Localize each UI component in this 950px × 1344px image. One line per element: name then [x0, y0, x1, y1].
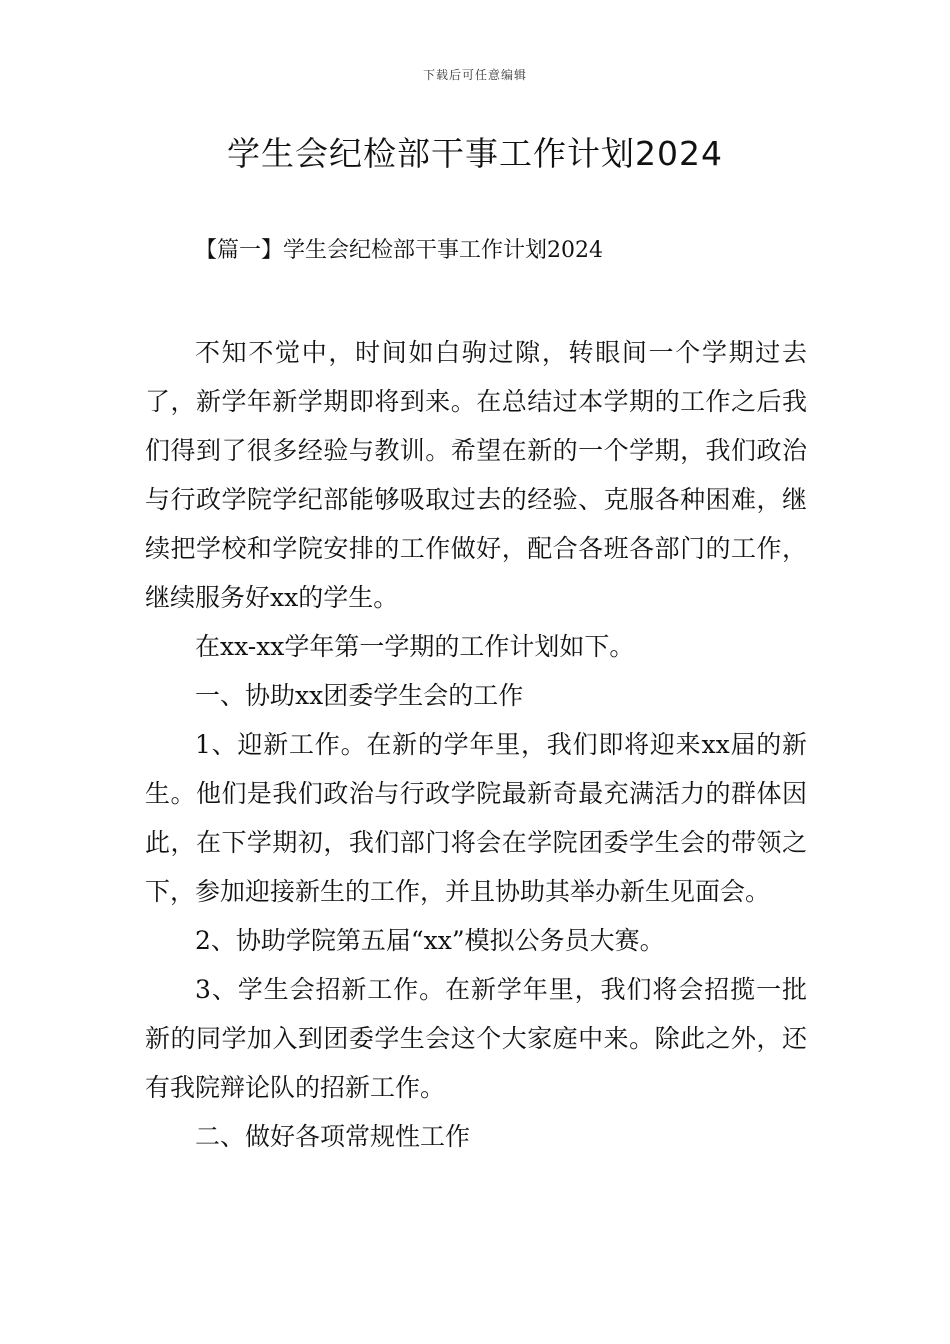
paragraph-intro: 不知不觉中，时间如白驹过隙，转眼间一个学期过去了，新学年新学期即将到来。在总结过本学期的工作之后我们得到了很多经验与教训。希望在新的一个学期，我们政治与行政学院学纪部能够吸取过去的经验、克服各种困难，继续把学校和学院安排的工作做好，配合各班各部门的工作，继续服务好xx的学生。: [145, 338, 807, 612]
header-note: 下载后可任意编辑: [422, 68, 527, 82]
paragraph-heading-one: 一、协助xx团委学生会的工作: [195, 681, 524, 710]
paragraph-item-3: 3、学生会招新工作。在新学年里，我们将会招揽一批新的同学加入到团委学生会这个大家庭中来。除此之外，还有我院辩论队的招新工作。: [145, 975, 807, 1102]
document-body: [145, 328, 807, 1161]
section-heading: 【篇一】学生会纪检部干事工作计划2024: [195, 238, 603, 263]
paragraph-heading-two: 二、做好各项常规性工作: [195, 1122, 471, 1151]
paragraph-item-2: 2、协助学院第五届“xx”模拟公务员大赛。: [195, 926, 665, 955]
paragraph-plan-intro: 在xx-xx学年第一学期的工作计划如下。: [195, 632, 635, 661]
document-title: 学生会纪检部干事工作计划2024: [227, 134, 723, 173]
paragraph-item-1: 1、迎新工作。在新的学年里，我们即将迎来xx届的新生。他们是我们政治与行政学院最新奇最充满活力的群体因此，在下学期初，我们部门将会在学院团委学生会的带领之下，参加迎接新生的工作，并且协助其举办新生见面会。: [145, 730, 807, 906]
